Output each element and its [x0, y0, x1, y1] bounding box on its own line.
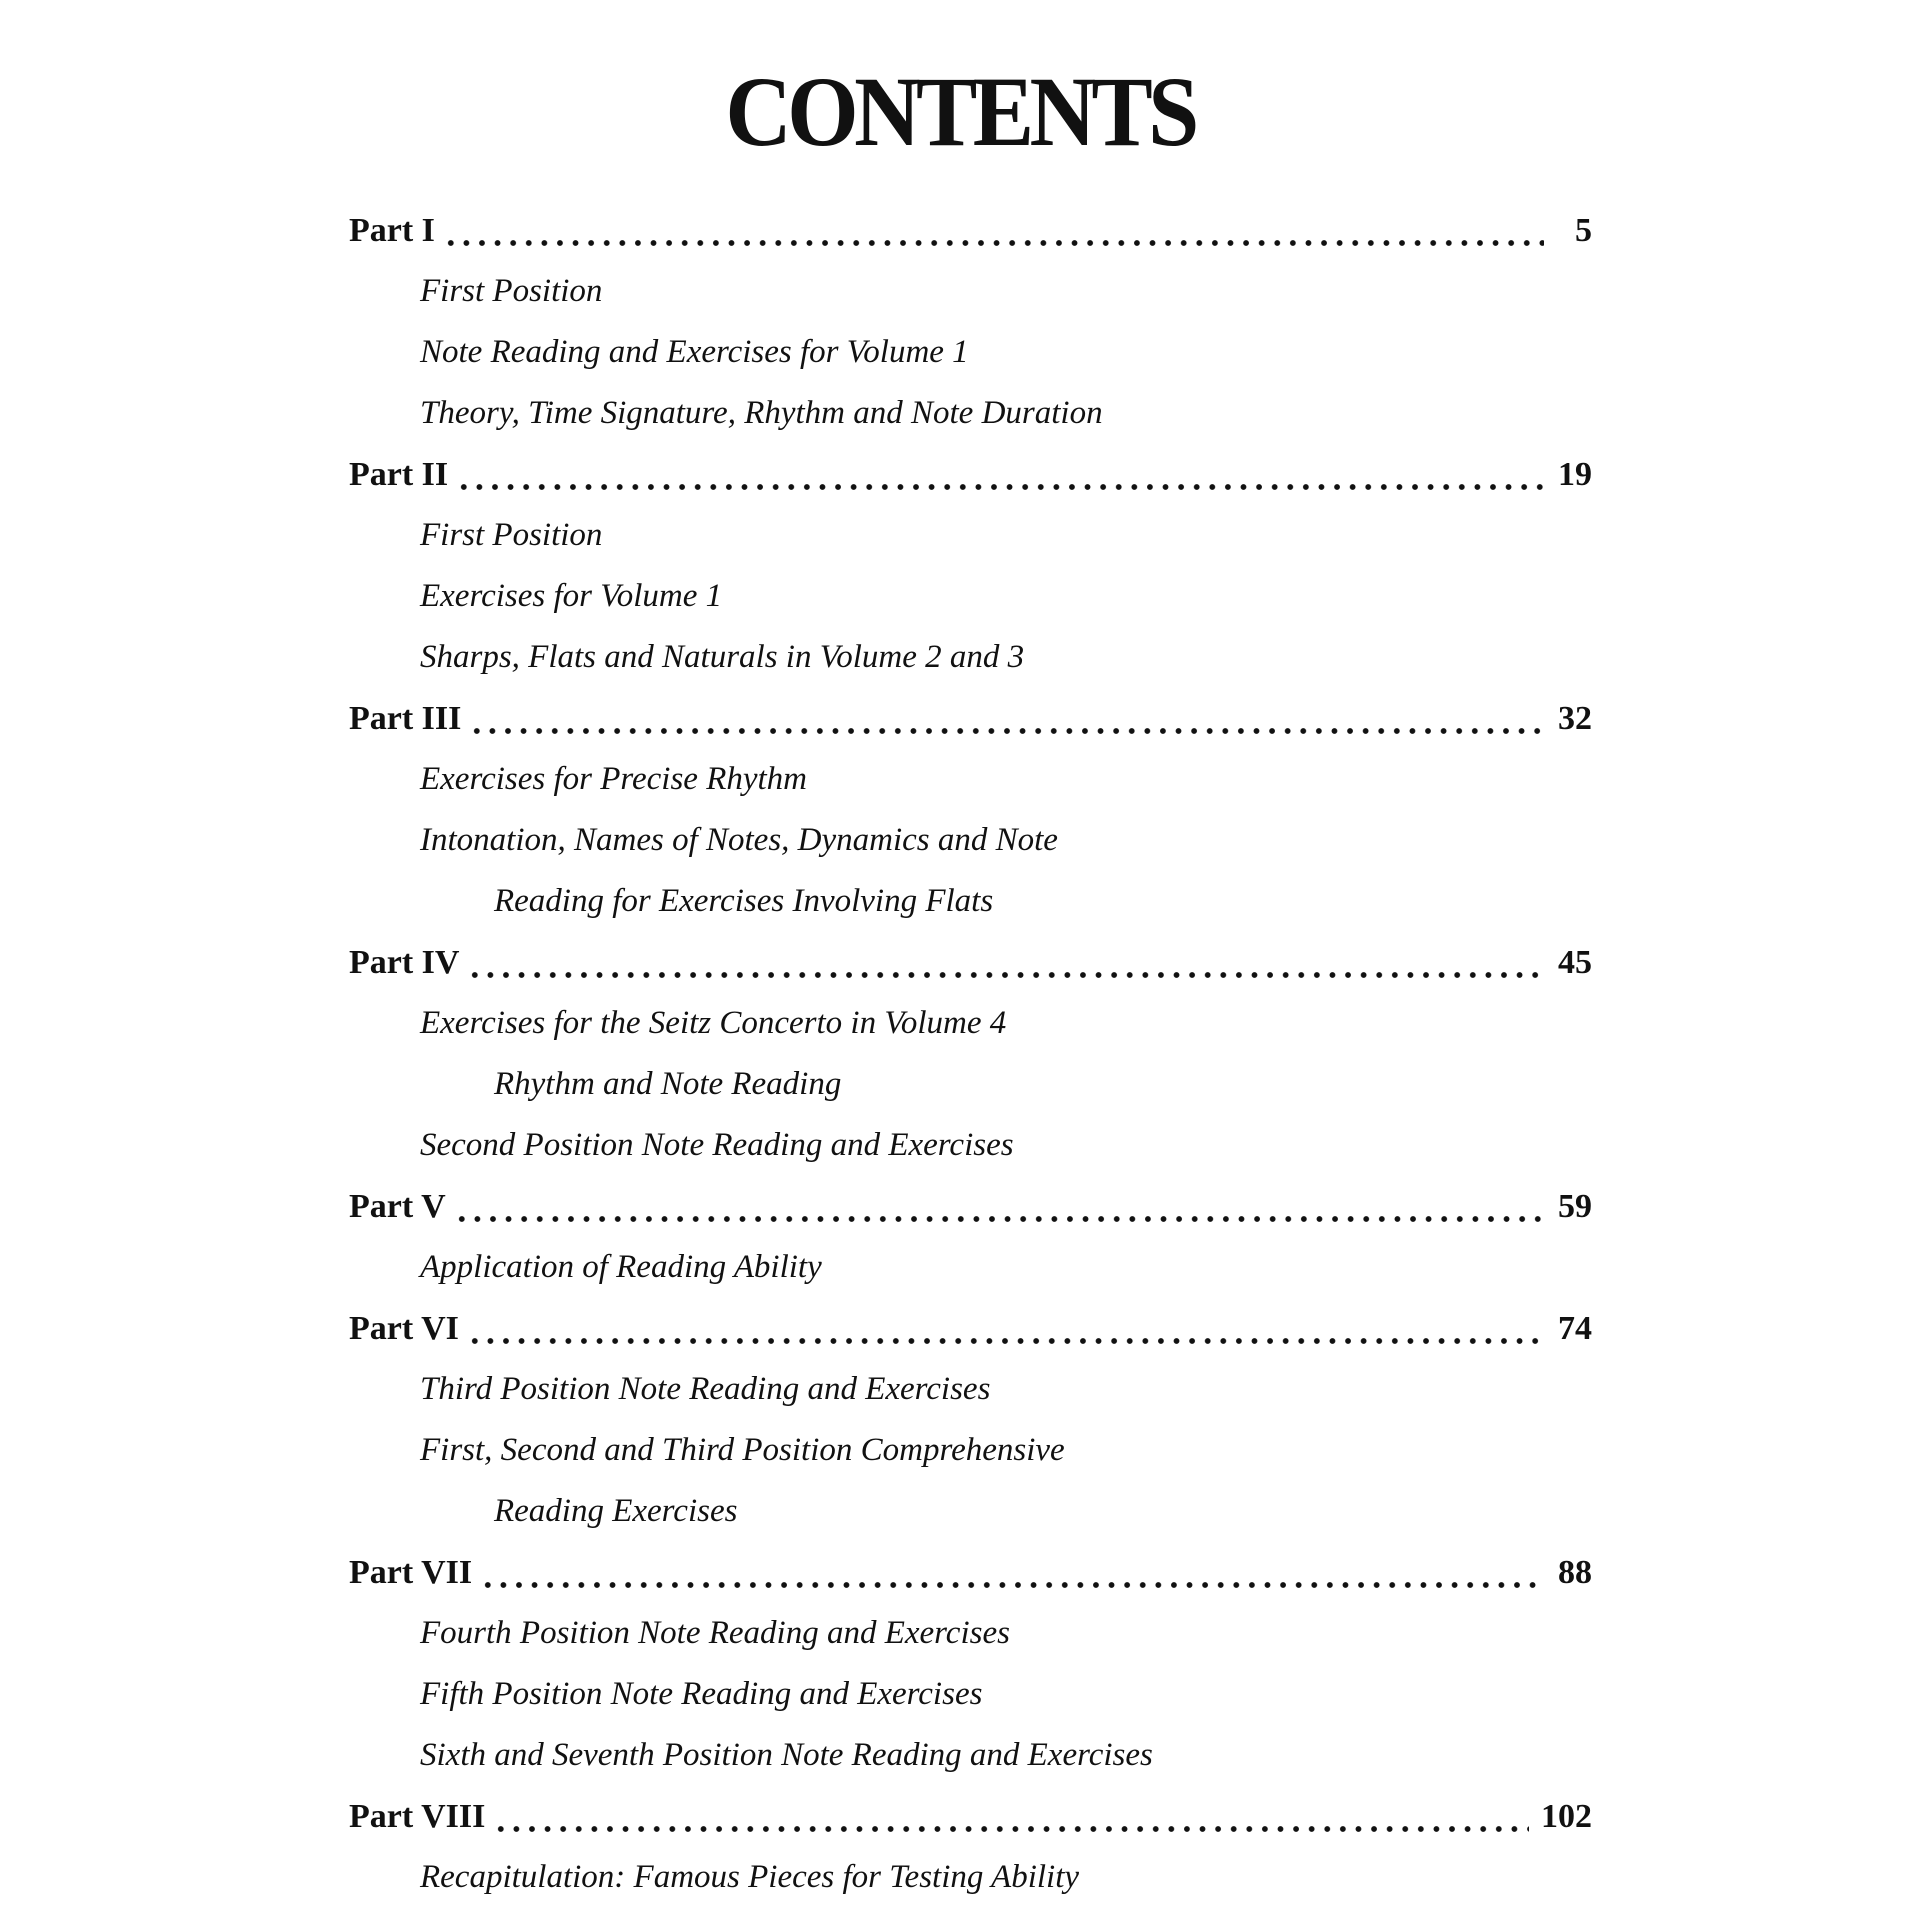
toc-subentry: Third Position Note Reading and Exercises	[420, 1371, 991, 1407]
table-of-contents	[349, 200, 1592, 1908]
dot-leader	[467, 1298, 1544, 1359]
toc-subentry: Theory, Time Signature, Rhythm and Note Duration	[420, 395, 1103, 431]
part-label: Part VII	[349, 1554, 480, 1592]
toc-subentry: Sharps, Flats and Naturals in Volume 2 and 3	[420, 639, 1025, 675]
toc-part-row	[349, 200, 1592, 261]
dot-leader	[469, 688, 1544, 749]
part-page-number: 59	[1558, 1187, 1592, 1225]
part-page-number: 45	[1558, 943, 1592, 981]
toc-subentry: Rhythm and Note Reading	[494, 1066, 842, 1102]
part-page-number: 102	[1541, 1797, 1592, 1835]
toc-subentry: Reading for Exercises Involving Flats	[494, 883, 994, 919]
part-label: Part VI	[349, 1310, 467, 1348]
toc-subentry: Exercises for the Seitz Concerto in Volume 4	[420, 1005, 1007, 1041]
toc-subentry: Exercises for Volume 1	[420, 578, 723, 614]
toc-subentry: Recapitulation: Famous Pieces for Testing Ability	[420, 1859, 1080, 1895]
part-page-number: 19	[1558, 455, 1592, 493]
dot-leader	[454, 1176, 1544, 1237]
part-label: Part II	[349, 456, 456, 494]
toc-part-row	[349, 688, 1592, 749]
page-title: CONTENTS	[725, 56, 1195, 167]
part-page-number: 88	[1558, 1553, 1592, 1591]
toc-subentry: Reading Exercises	[494, 1493, 738, 1529]
dot-leader	[480, 1542, 1544, 1603]
toc-subentry: Sixth and Seventh Position Note Reading and Exercises	[420, 1737, 1153, 1773]
toc-subentry: Fifth Position Note Reading and Exercises	[420, 1676, 983, 1712]
part-label: Part VIII	[349, 1798, 493, 1836]
toc-part-row	[349, 1786, 1592, 1847]
dot-leader	[456, 444, 1544, 505]
dot-leader	[493, 1786, 1529, 1847]
toc-subentry: First Position	[420, 517, 603, 553]
part-label: Part I	[349, 212, 443, 250]
toc-part-row	[349, 1176, 1592, 1237]
toc-subentry: First, Second and Third Position Comprehensive	[420, 1432, 1065, 1468]
part-label: Part III	[349, 700, 469, 738]
toc-subentry: Exercises for Precise Rhythm	[420, 761, 808, 797]
part-page-number: 5	[1575, 211, 1592, 249]
dot-leader	[467, 932, 1544, 993]
toc-subentry: First Position	[420, 273, 603, 309]
toc-part-row	[349, 1542, 1592, 1603]
toc-part-row	[349, 444, 1592, 505]
dot-leader	[443, 200, 1544, 261]
toc-subentry: Second Position Note Reading and Exercises	[420, 1127, 1014, 1163]
part-label: Part IV	[349, 944, 467, 982]
toc-part-row	[349, 1298, 1592, 1359]
toc-part-row	[349, 932, 1592, 993]
part-label: Part V	[349, 1188, 454, 1226]
toc-subentry: Application of Reading Ability	[420, 1249, 822, 1285]
part-page-number: 74	[1558, 1309, 1592, 1347]
toc-subentry: Fourth Position Note Reading and Exercises	[420, 1615, 1010, 1651]
part-page-number: 32	[1558, 699, 1592, 737]
toc-subentry: Intonation, Names of Notes, Dynamics and Note	[420, 822, 1058, 858]
toc-subentry: Note Reading and Exercises for Volume 1	[420, 334, 969, 370]
